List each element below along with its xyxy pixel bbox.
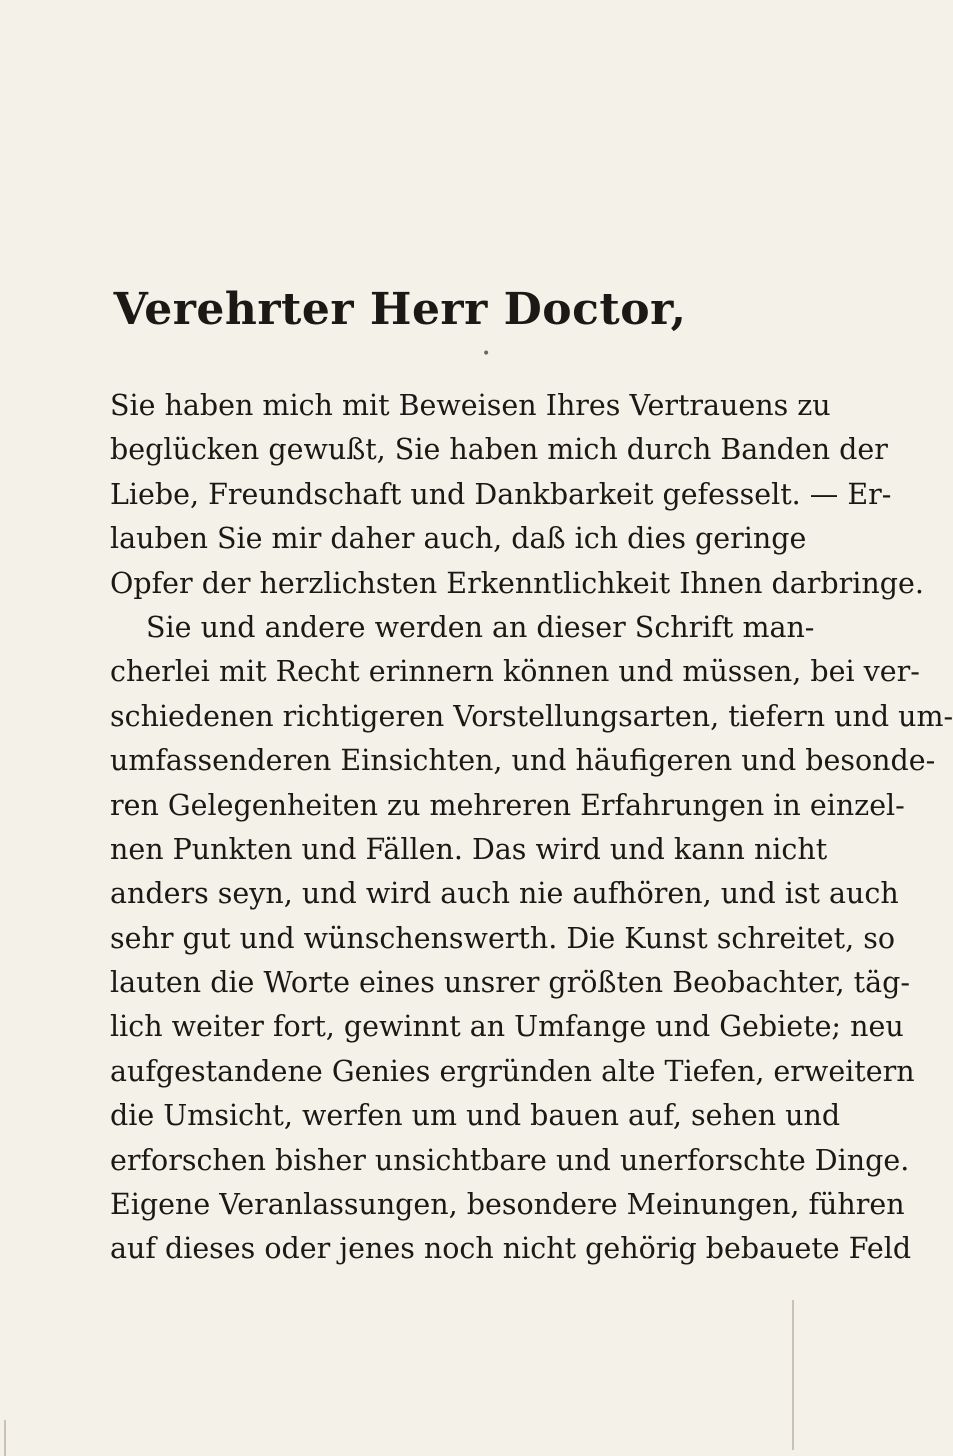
text-line-17: die Umsicht, werfen um und bauen auf, sehen und	[110, 1099, 841, 1133]
letter-body	[110, 384, 953, 1272]
text-line-9: umfassenderen Einsichten, und häufigeren und besonde-	[110, 744, 936, 778]
text-line-5: Opfer der herzlichsten Erkenntlichkeit Ihnen darbringe.	[110, 566, 924, 600]
text-line-2: beglücken gewußt, Sie haben mich durch Banden der	[110, 433, 888, 467]
text-line-11: nen Punkten und Fällen. Das wird und kann nicht	[110, 832, 828, 866]
page-edge-mark	[792, 1300, 794, 1450]
text-line-12: anders seyn, und wird auch nie aufhören, und ist auch	[110, 877, 899, 911]
text-line-8: schiedenen richtigeren Vorstellungsarten, tiefern und um-	[110, 699, 953, 733]
text-line-14: lauten die Worte eines unsrer größten Beobachter, täg-	[110, 966, 910, 1000]
text-line-13: sehr gut und wünschenswerth. Die Kunst schreitet, so	[110, 921, 895, 955]
text-line-15: lich weiter fort, gewinnt an Umfange und Gebiete; neu	[110, 1010, 904, 1044]
letter-salutation: Verehrter Herr Doctor,	[113, 284, 687, 335]
text-line-4: lauben Sie mir daher auch, daß ich dies geringe	[110, 522, 807, 556]
text-line-18: erforschen bisher unsichtbare und unerforschte Dinge.	[110, 1143, 910, 1177]
text-line-6: Sie und andere werden an dieser Schrift man-	[146, 610, 815, 644]
text-line-20: auf dieses oder jenes noch nicht gehörig bebauete Feld	[110, 1232, 912, 1266]
text-line-16: aufgestandene Genies ergründen alte Tiefen, erweitern	[110, 1054, 915, 1088]
page-edge-mark-left	[4, 1420, 6, 1456]
text-line-3: Liebe, Freundschaft und Dankbarkeit gefesselt. — Er-	[110, 477, 892, 511]
ornament-dot: •	[482, 346, 491, 362]
text-line-1: Sie haben mich mit Beweisen Ihres Vertrauens zu	[110, 389, 831, 422]
text-line-7: cherlei mit Recht erinnern können und müssen, bei ver-	[110, 655, 920, 689]
text-line-19: Eigene Veranlassungen, besondere Meinungen, führen	[110, 1188, 905, 1222]
text-line-10: ren Gelegenheiten zu mehreren Erfahrungen in einzel-	[110, 788, 905, 822]
